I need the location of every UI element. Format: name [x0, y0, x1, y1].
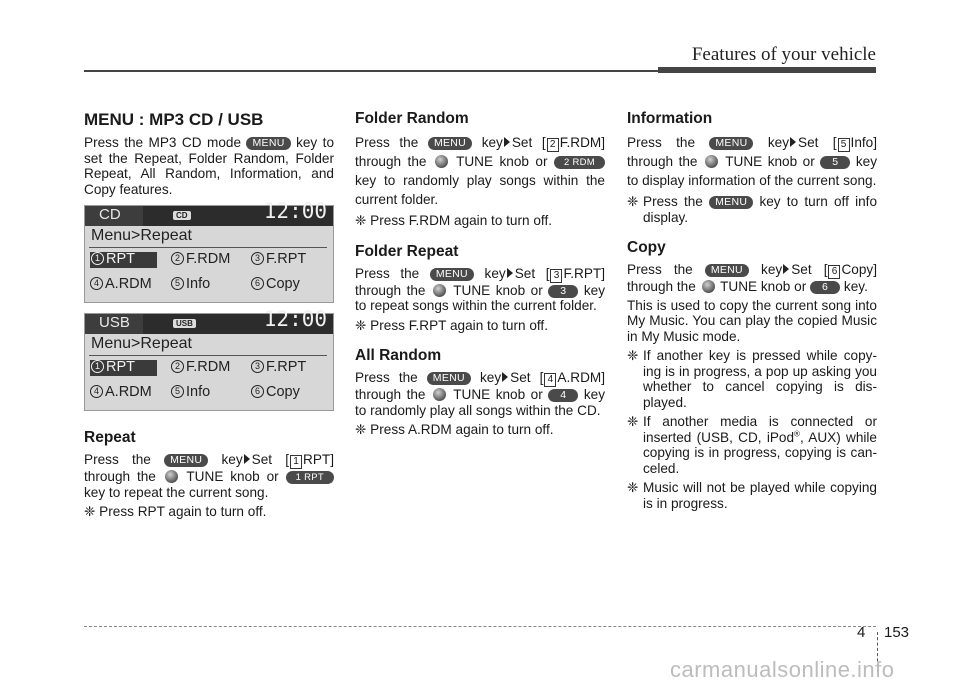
option-number-box: 2 [547, 138, 559, 152]
menu-key-badge: MENU [709, 137, 753, 150]
folder-repeat-note: ❈ Press F.RPT again to turn off. [355, 317, 548, 333]
intro-paragraph: Press the MP3 CD mode MENU key to set the Repeat, Folder Random, Folder Repeat, All Random, Information, and Copy features. [84, 135, 334, 197]
preset-key-badge: 6 [810, 281, 840, 294]
option-number-box: 1 [290, 455, 302, 469]
menu-key-badge: MENU [709, 196, 753, 209]
screen-option: 1 RPT [90, 360, 157, 376]
preset-key-badge: 2 RDM [554, 156, 605, 169]
copy-heading: Copy [627, 239, 666, 256]
information-heading: Information [627, 110, 713, 127]
screen-option: 3 F.RPT [251, 360, 306, 376]
screen-option: 5 Info [171, 385, 210, 401]
option-number-box: 5 [838, 138, 850, 152]
arrow-right-icon [502, 372, 508, 382]
repeat-paragraph: Press the MENU key Set [ 1 RPT] through the TUNE knob or 1 RPT key to repeat the current song. [84, 452, 335, 500]
section-heading: MENU : MP3 CD / USB [84, 110, 264, 129]
screen-option: 1 RPT [90, 252, 157, 268]
option-number-box: 4 [544, 373, 556, 387]
tune-knob-icon [435, 155, 448, 168]
information-paragraph: Press the MENU key Set [ 5 Info] through the TUNE knob or 5 key to display information of the current song. [627, 135, 877, 188]
all-random-heading: All Random [355, 347, 442, 364]
folder-repeat-heading: Folder Repeat [355, 242, 459, 260]
column-right [627, 110, 877, 511]
screen-option: 4 A.RDM [90, 277, 152, 293]
screen-menu-title: Menu>Repeat [91, 335, 192, 352]
arrow-right-icon [507, 268, 513, 278]
folder-repeat-paragraph: Press the MENU key Set [ 3 F.RPT] through the TUNE knob or 3 key to repeat songs within the current folder. [355, 265, 606, 313]
preset-key-badge: 1 RPT [286, 471, 334, 484]
usb-menu-screen [84, 307, 334, 411]
repeat-heading: Repeat [84, 429, 136, 446]
all-random-note: ❈ Press A.RDM again to turn off. [355, 422, 554, 437]
screen-option: 6 Copy [251, 385, 300, 401]
tune-knob-icon [702, 280, 715, 293]
preset-key-badge: 3 [548, 285, 578, 298]
page-number: 153 [884, 624, 910, 641]
tune-knob-icon [165, 470, 178, 483]
menu-key-badge: MENU [428, 137, 472, 150]
screen-mode: USB [99, 314, 130, 331]
menu-key-badge: MENU [705, 264, 749, 277]
menu-key-badge: MENU [427, 372, 471, 385]
option-number-box: 6 [828, 265, 840, 279]
folder-random-note: ❈ Press F.RDM again to turn off. [355, 213, 553, 228]
cd-menu-screen [84, 199, 334, 303]
menu-key-badge: MENU [164, 454, 208, 467]
menu-key-badge: MENU [246, 137, 290, 150]
screen-menu-title: Menu>Repeat [91, 227, 192, 244]
screen-option: 5 Info [171, 277, 210, 293]
screen-mode-chip: CD [173, 211, 191, 220]
screen-option: 4 A.RDM [90, 385, 152, 401]
screen-clock: 12:00 [263, 307, 327, 331]
arrow-right-icon [790, 137, 796, 147]
screen-clock: 12:00 [263, 199, 327, 223]
menu-key-badge: MENU [430, 268, 474, 281]
screen-option: 2 F.RDM [171, 252, 230, 268]
arrow-right-icon [244, 454, 250, 464]
header-rule-accent [658, 67, 876, 73]
preset-key-badge: 5 [820, 156, 850, 169]
copy-description: This is used to copy the current song into My Music. You can play the copied Music in My Music mode. [627, 297, 877, 344]
copy-note: ❈ Music will not be played while copying is in progress. [627, 480, 877, 511]
repeat-note: ❈ Press RPT again to turn off. [84, 504, 267, 519]
arrow-right-icon [504, 137, 510, 147]
copy-note: ❈ If another key is pressed while copy-ing is in progress, a pop up asking you whether to cancel copying is dis-played. [627, 348, 877, 410]
preset-key-badge: 4 [548, 389, 578, 402]
tune-knob-icon [705, 155, 718, 168]
column-middle [355, 110, 605, 438]
tune-knob-icon [433, 284, 446, 297]
copy-note: ❈ If another media is connected or inserted (USB, CD, iPod®, AUX) while copying is in progress, copying is can-celed. [627, 414, 877, 476]
screen-mode-chip: USB [173, 319, 196, 328]
chapter-number: 4 [857, 624, 866, 641]
folder-random-heading: Folder Random [355, 110, 469, 127]
column-left [84, 110, 334, 520]
copy-paragraph: Press the MENU key Set [ 6 Copy] through the TUNE knob or 6 key. [627, 262, 877, 294]
screen-option: 6 Copy [251, 277, 300, 293]
screen-option: 2 F.RDM [171, 360, 230, 376]
watermark: carmanualsonline.info [670, 657, 895, 682]
arrow-right-icon [783, 264, 789, 274]
information-note: ❈ Press the MENU key to turn off info display. [627, 194, 878, 225]
all-random-paragraph: Press the MENU key Set [ 4 A.RDM] through the TUNE knob or 4 key to randomly play all songs within the CD. [355, 370, 605, 418]
footer-rule [84, 626, 876, 627]
tune-knob-icon [433, 388, 446, 401]
screen-option: 3 F.RPT [251, 252, 306, 268]
page-header-title: Features of your vehicle [691, 44, 876, 65]
screen-mode: CD [99, 206, 121, 223]
folder-random-paragraph: Press the MENU key Set [ 2 F.RDM] through the TUNE knob or 2 RDM key to randomly play songs within the current folder. [355, 135, 605, 207]
option-number-box: 3 [550, 269, 562, 283]
